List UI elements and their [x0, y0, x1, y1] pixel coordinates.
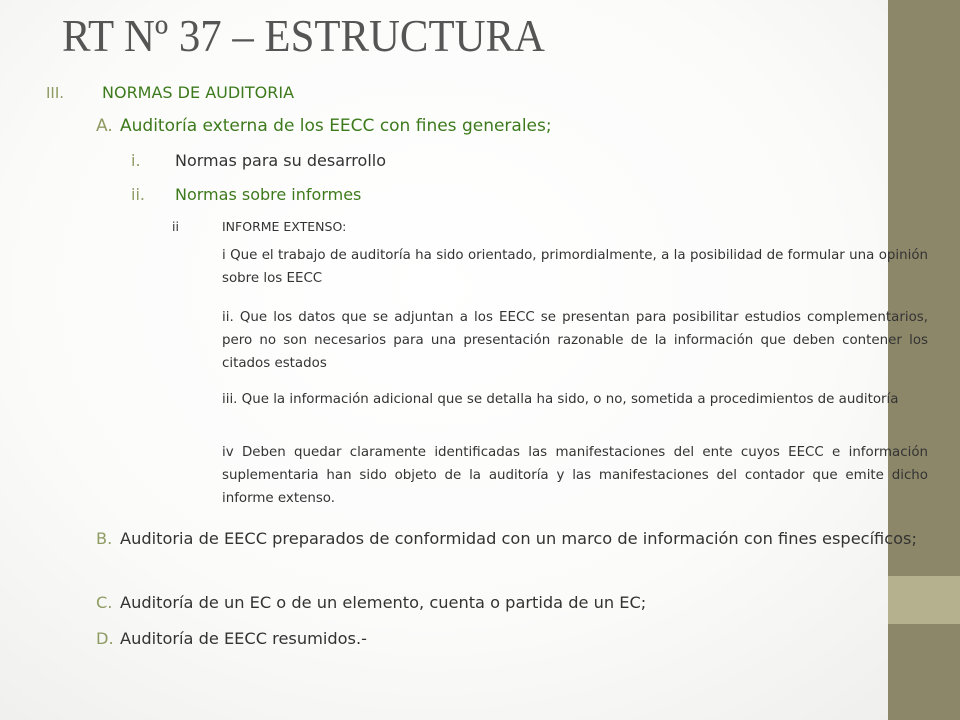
- sub-item-ii-text: Normas sobre informes: [175, 185, 362, 204]
- sub-item-i-marker: i.: [131, 151, 141, 170]
- slide-title: RT Nº 37 – ESTRUCTURA: [62, 10, 545, 61]
- sub-item-i-text: Normas para su desarrollo: [175, 151, 386, 170]
- paragraph-ii: ii. Que los datos que se adjuntan a los EECC se presentan para posibilitar estudios complementarios, pero no son necesarios para una presentación razonable de la información que deben contener los citados estados: [222, 310, 928, 371]
- item-d: [96, 627, 930, 651]
- section-marker: III.: [46, 84, 65, 102]
- paragraph-iii: iii. Que la información adicional que se detalla ha sido, o no, sometida a procedimientos de auditoría: [222, 392, 899, 407]
- item-d-marker: D.: [96, 629, 114, 648]
- paragraph-i: i Que el trabajo de auditoría ha sido orientado, primordialmente, a la posibilidad de formular una opinión sobre los EECC: [222, 248, 928, 286]
- sub-item-ii: [131, 185, 361, 204]
- item-a: [96, 116, 552, 136]
- sub-item-ii-marker: ii.: [131, 185, 145, 204]
- informe-extenso-heading: [172, 219, 346, 234]
- item-b-marker: B.: [96, 529, 113, 548]
- item-b: [96, 527, 930, 551]
- item-a-text: Auditoría externa de los EECC con fines generales;: [120, 116, 552, 136]
- section-heading: [46, 83, 294, 102]
- sub-item-i: [131, 151, 386, 170]
- item-d-text: Auditoría de EECC resumidos.-: [120, 629, 367, 648]
- item-a-marker: A.: [96, 116, 113, 136]
- section-heading-text: NORMAS DE AUDITORIA: [102, 83, 295, 102]
- informe-text: INFORME EXTENSO:: [222, 219, 347, 234]
- informe-marker: ii: [172, 219, 179, 234]
- item-c-text: Auditoría de un EC o de un elemento, cuenta o partida de un EC;: [120, 593, 647, 612]
- item-b-text: Auditoria de EECC preparados de conformidad con un marco de información con fines específicos;: [120, 529, 917, 548]
- item-c-marker: C.: [96, 593, 113, 612]
- item-c: [96, 591, 930, 615]
- paragraph-iv: iv Deben quedar claramente identificadas las manifestaciones del ente cuyos EECC e información suplementaria han sido objeto de la auditoría y las manifestaciones del contador que emite dicho informe extenso.: [222, 445, 928, 506]
